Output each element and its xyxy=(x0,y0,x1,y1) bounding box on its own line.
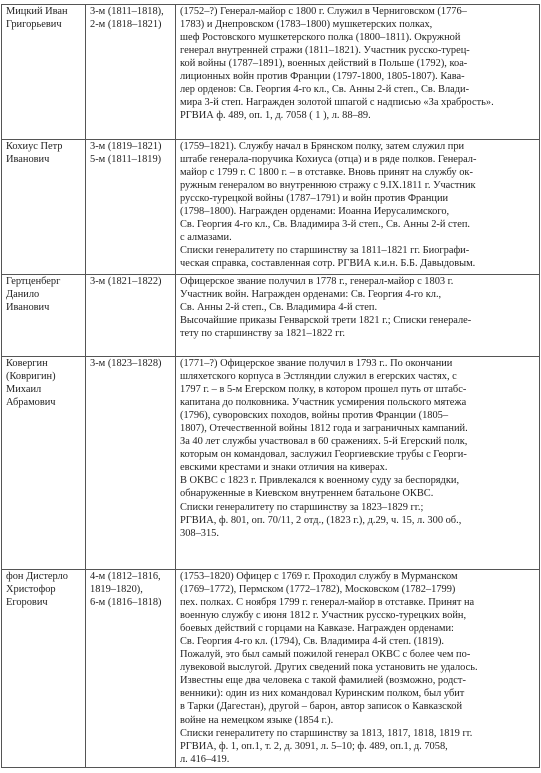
bio-line: 308–315. xyxy=(180,527,219,539)
bio-line: лиционных войн против Франции (1797-1800, 1805-1807). Кава- xyxy=(180,71,465,83)
bio-line: мира 3-й степ. Награжден золотой шпагой с надписью «За храбрость». xyxy=(180,97,494,109)
name-cell xyxy=(2,357,86,570)
service-cell xyxy=(86,357,176,570)
service-line: 5-м (1811–1819) xyxy=(90,154,162,166)
name-line: Ковергин xyxy=(6,358,48,369)
bio-line: Списки генералитету по старшинству за 1823–1829 гг.; xyxy=(180,501,424,513)
bio-line: военную службу с июня 1812 г. Участник русско-турецких войн, xyxy=(180,610,467,622)
table-row xyxy=(2,357,540,570)
service-cell xyxy=(86,140,176,275)
biography-table xyxy=(1,4,540,768)
bio-line: (1796), суворовских походов, войны против Франции (1805– xyxy=(180,410,449,422)
bio-line: ружным генералом во внутреннюю стражу с 9.IX.1811 г. Участник xyxy=(180,180,476,192)
table-row xyxy=(2,140,540,275)
bio-line: РГВИА, ф. 1, оп.1, т. 2, д. 3091, л. 5–10; ф. 489, оп.1, д. 7058, xyxy=(180,740,448,752)
bio-line: евскими крестами и знаки отличия на киверах. xyxy=(180,462,388,474)
service-cell xyxy=(86,5,176,140)
bio-line: Участник войн. Награжден орденами: Св. Георгия 4-го кл., xyxy=(180,289,442,301)
bio-line: (1752–?) Генерал-майор с 1800 г. Служил в Черниговском (1776– xyxy=(180,6,467,17)
bio-line: РГВИА, ф. 801, оп. 70/11, 2 отд., (1823 г.), д.29, ч. 15, л. 300 об., xyxy=(180,514,462,526)
name-line: Михаил xyxy=(6,384,42,396)
bio-line: пех. полках. С ноября 1799 г. генерал-майор в отставке. Принят на xyxy=(180,597,475,609)
name-cell xyxy=(2,275,86,357)
bio-line: 1807), Отечественной войны 1812 года и заграничных кампаний. xyxy=(180,423,468,435)
bio-line: Пожалуй, это был самый пожилой генерал ОКВС с более чем по- xyxy=(180,649,471,661)
name-line: Данило xyxy=(6,289,40,301)
bio-cell xyxy=(176,5,540,140)
name-line: (Ковригин) xyxy=(6,371,56,383)
bio-line: русско-турецкой войны (1787–1791) и войн против Франции xyxy=(180,193,449,205)
bio-line: обнаруженные в Киевском внутреннем батальоне ОКВС. xyxy=(180,488,434,500)
bio-line: В ОКВС с 1823 г. Привлекался к военному суду за беспорядки, xyxy=(180,475,460,487)
service-cell xyxy=(86,570,176,768)
bio-cell xyxy=(176,140,540,275)
bio-line: генерал внутренней стражи (1811–1821). Участник русско-турец- xyxy=(180,45,470,57)
bio-line: шляхетского корпуса в Эстляндии служил в егерских частях, с xyxy=(180,371,457,383)
bio-line: Св. Георгия 4-го кл., Св. Владимира 3-й степ., Св. Анны 2-й степ. xyxy=(180,219,470,231)
bio-line: штабе генерала-поручика Кохиуса (отца) и в ряде полков. Генерал- xyxy=(180,154,477,166)
biography-table-body xyxy=(2,5,540,768)
bio-line: капитана до полковника. Участник усмирения польского мятежа xyxy=(180,397,467,409)
name-line: Егорович xyxy=(6,597,48,609)
bio-line: (1759–1821). Службу начал в Брянском полку, затем служил при xyxy=(180,141,465,152)
bio-cell xyxy=(176,570,540,768)
service-line: 3-м (1821–1822) xyxy=(90,276,162,287)
name-cell xyxy=(2,570,86,768)
bio-line: Высочайшие приказы Генварской трети 1821 г.; Списки генерале- xyxy=(180,315,472,327)
bio-line: с алмазами. xyxy=(180,232,232,244)
bio-line: войне на немецком языке (1854 г.). xyxy=(180,714,334,726)
bio-line: Офицерское звание получил в 1778 г., генерал-майор с 1803 г. xyxy=(180,276,454,287)
service-line: 4-м (1812–1816, xyxy=(90,571,161,582)
bio-line: (1753–1820) Офицер с 1769 г. Проходил службу в Мурманском xyxy=(180,571,458,582)
bio-line: ческая справка, составленная сотр. РГВИА к.и.н. Б.Б. Давыдовым. xyxy=(180,258,476,270)
bio-line: (1798–1800). Награжден орденами: Иоанна Иерусалимского, xyxy=(180,206,450,218)
name-line: Гертценберг xyxy=(6,276,61,287)
name-line: Абрамович xyxy=(6,397,56,409)
bio-line: РГВИА ф. 489, оп. 1, д. 7058 ( 1 ), л. 88–89. xyxy=(180,110,371,122)
bio-line: майор с 1799 г. С 1800 г. – в отставке. Вновь принят на службу ок- xyxy=(180,167,473,179)
name-line: фон Дистерло xyxy=(6,571,68,582)
name-line: Григорьевич xyxy=(6,19,62,31)
bio-line: которым он командовал, заслужил Георгиевские трубы с Георги- xyxy=(180,449,467,461)
bio-line: тету по старшинству за 1821–1822 гг. xyxy=(180,328,346,340)
service-line: 3-м (1823–1828) xyxy=(90,358,162,369)
bio-cell xyxy=(176,357,540,570)
bio-line: За 40 лет службы участвовал в 60 сражениях. 5-й Егерский полк, xyxy=(180,436,468,448)
bio-line: Списки генералитету по старшинству за 1811–1821 гг. Биографи- xyxy=(180,245,470,257)
bio-line: венники): один из них командовал Куринским полком, был убит xyxy=(180,688,465,700)
bio-line: Известны еще два человека с такой фамилией (возможно, родст- xyxy=(180,675,466,687)
service-line: 2-м (1818–1821) xyxy=(90,19,162,31)
bio-line: Св. Анны 2-й степ., Св. Владимира 4-й степ. xyxy=(180,302,378,314)
bio-line: 1797 г. – в 5-м Егерском полку, в котором прошел путь от штабс- xyxy=(180,384,467,396)
name-cell xyxy=(2,140,86,275)
bio-line: 1783) и Днепровском (1783–1800) мушкетерских полках, xyxy=(180,19,433,31)
service-line: 1819–1820), xyxy=(90,584,143,596)
bio-line: Св. Георгия 4-го кл. (1794), Св. Владимира 4-й степ. (1819). xyxy=(180,636,445,648)
name-line: Мицкий Иван xyxy=(6,6,68,17)
bio-line: шеф Ростовского мушкетерского полка (1800–1811). Окружной xyxy=(180,32,461,44)
name-line: Иванович xyxy=(6,302,50,314)
bio-line: л. 416–419. xyxy=(180,753,230,765)
service-line: 3-м (1811–1818), xyxy=(90,6,164,17)
bio-line: (1771–?) Офицерское звание получил в 1793 г.. По окончании xyxy=(180,358,453,369)
service-line: 3-м (1819–1821) xyxy=(90,141,162,152)
table-row xyxy=(2,275,540,357)
service-cell xyxy=(86,275,176,357)
service-line: 6-м (1816–1818) xyxy=(90,597,162,609)
bio-line: кой войны (1787–1891), военных действий в Польше (1792), коа- xyxy=(180,58,468,70)
bio-line: лер орденов: Св. Георгия 4-го кл., Св. Анны 2-й степ., Св. Влади- xyxy=(180,84,470,96)
bio-line: боевых действий с горцами на Кавказе. Награжден орденами: xyxy=(180,623,454,635)
bio-line: (1769–1772), Пермском (1772–1782), Московском (1782–1799) xyxy=(180,584,456,596)
name-line: Кохиус Петр xyxy=(6,141,63,152)
bio-line: Списки генералитету по старшинству за 1813, 1817, 1818, 1819 гг. xyxy=(180,727,473,739)
table-row xyxy=(2,5,540,140)
name-line: Христофор xyxy=(6,584,56,596)
table-row xyxy=(2,570,540,768)
bio-line: в Тарки (Дагестан), другой – барон, автор записок о Кавказской xyxy=(180,701,463,713)
name-line: Иванович xyxy=(6,154,50,166)
name-cell xyxy=(2,5,86,140)
bio-line: лувековой выслугой. Других сведений пока установить не удалось. xyxy=(180,662,478,674)
bio-cell xyxy=(176,275,540,357)
